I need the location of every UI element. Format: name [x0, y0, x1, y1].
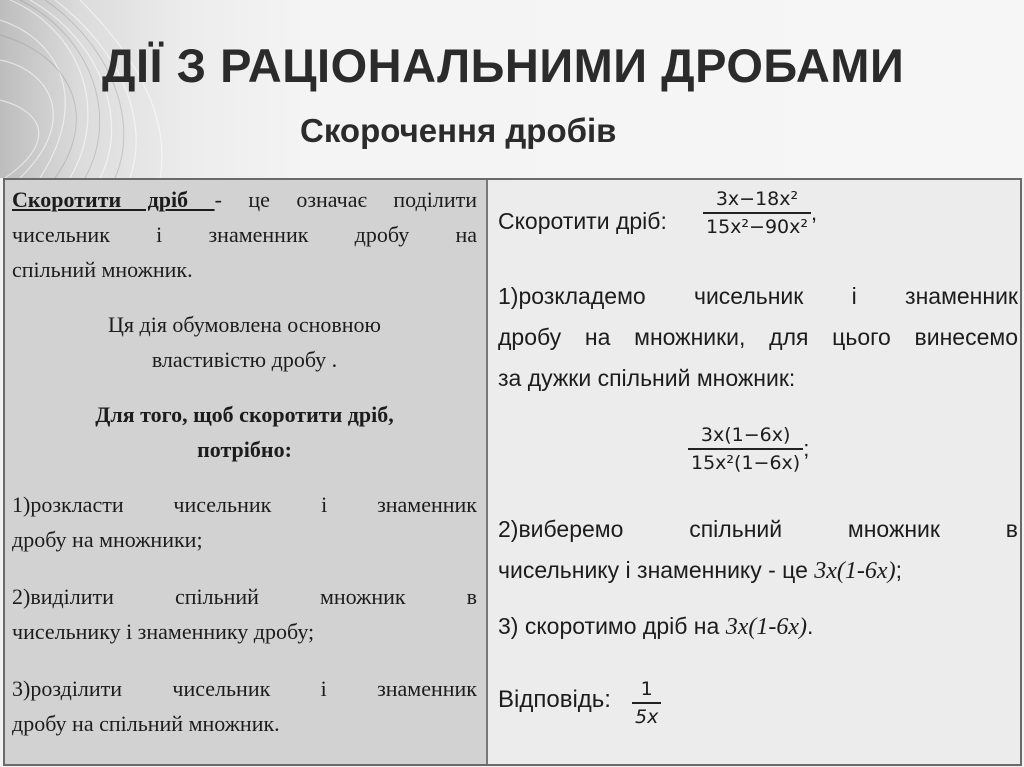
definition-line-3: спільний множник.	[12, 257, 193, 282]
definition-term: Скоротити дріб	[12, 187, 215, 212]
factored-numerator: 3x(1−6x)	[688, 424, 803, 450]
left-step-3-line-2: дробу на спільний множник.	[12, 711, 280, 736]
howto-line-2: потрібно:	[197, 437, 292, 462]
task-fraction	[703, 188, 817, 238]
left-step-1-line-2: дробу на множники;	[12, 527, 203, 552]
header-banner	[0, 0, 1024, 178]
task-punctuation: ,	[811, 200, 818, 225]
factored-punctuation: ;	[803, 436, 810, 461]
page-title: ДІЇ З РАЦІОНАЛЬНИМИ ДРОБАМИ	[102, 39, 905, 92]
answer-label: Відповідь:	[498, 686, 611, 713]
page-subtitle: Скорочення дробів	[300, 112, 617, 149]
task-numerator: 3x−18x²	[703, 188, 811, 214]
property-line-2: властивістю дробу .	[151, 347, 338, 372]
definition-line-2: чисельник і знаменник дробу на	[12, 222, 477, 247]
answer-numerator: 1	[632, 678, 661, 704]
left-step-3-line-1: 3)розділити чисельник і знаменник	[12, 676, 477, 701]
definition-line-1: Скоротити дріб - це означає поділити	[12, 187, 477, 212]
right-step-3: 3) скоротимо дріб на 3x(1-6x).	[498, 613, 814, 640]
task-label: Скоротити дріб:	[498, 208, 667, 234]
howto-line-1: Для того, щоб скоротити дріб,	[95, 402, 394, 427]
common-factor: 3x(1-6x)	[814, 558, 896, 584]
left-step-2-line-2: чисельнику і знаменнику дробу;	[12, 619, 315, 644]
factored-fraction	[688, 424, 809, 474]
right-step-2-line-2: чисельнику і знаменнику - це 3x(1-6x);	[498, 557, 902, 584]
right-step-1-line-1: 1)розкладемо чисельник і знаменник	[498, 283, 1018, 309]
right-step-2-line-1: 2)виберемо спільний множник в	[498, 516, 1018, 542]
right-step-1-line-2: дробу на множники, для цього винесемо	[498, 324, 1018, 350]
reduce-factor: 3x(1-6x)	[725, 614, 807, 640]
property-line-1: Ця дія обумовлена основною	[108, 312, 381, 337]
left-step-2-line-1: 2)виділити спільний множник в	[12, 584, 477, 609]
task-denominator: 15x²−90x²	[706, 216, 808, 238]
answer-fraction	[632, 678, 661, 728]
left-step-1-line-1: 1)розкласти чисельник і знаменник	[12, 492, 477, 517]
right-step-1-line-3: за дужки спільний множник:	[498, 365, 796, 391]
factored-denominator: 15x²(1−6x)	[691, 452, 801, 474]
answer-denominator: 5x	[635, 706, 659, 728]
